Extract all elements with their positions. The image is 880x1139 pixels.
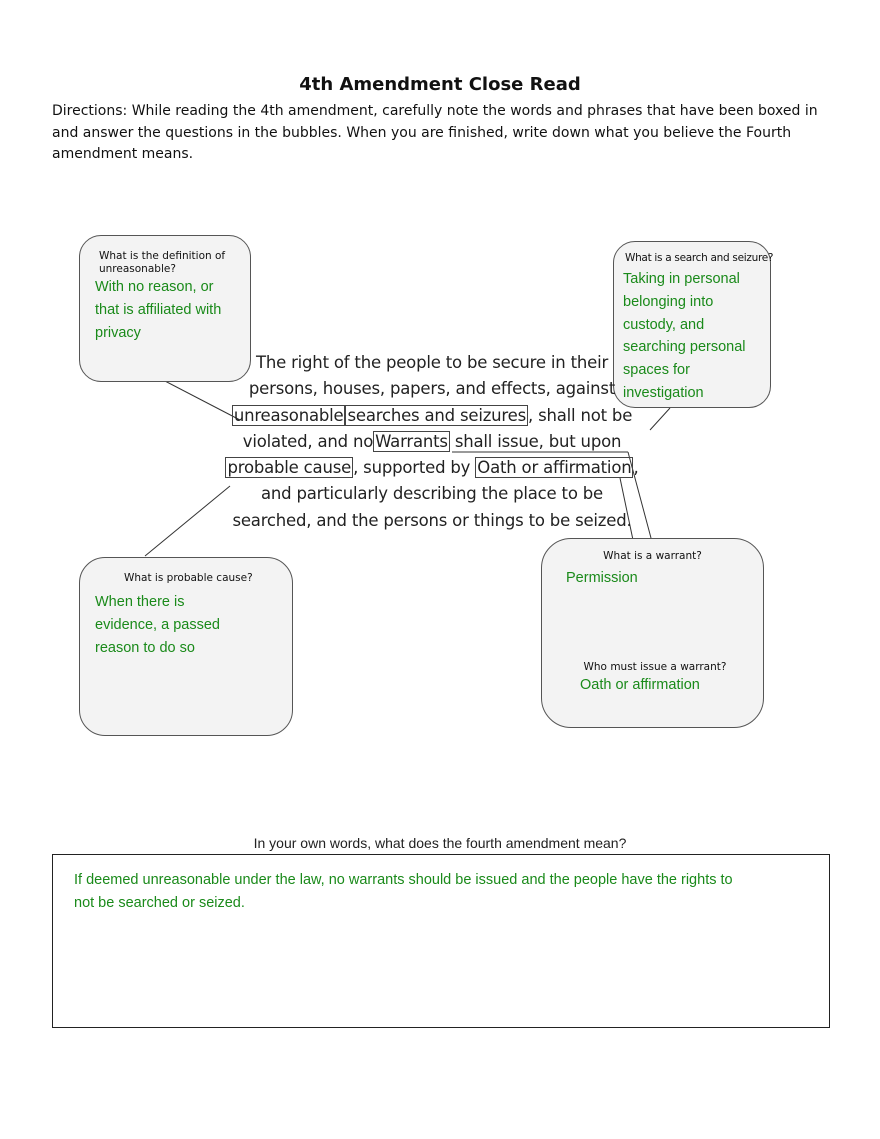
amendment-part-2: , shall not be violated, and no bbox=[242, 405, 633, 451]
amendment-part-5: , and particularly describing the place to be searched, and the persons or things to be seized. bbox=[232, 458, 639, 530]
question-probable-cause: What is probable cause? bbox=[124, 572, 253, 584]
directions-text: Directions: While reading the 4th amendment, carefully note the words and phrases that have been boxed in and answer the questions in the bubbles. When you are finished, write down what you believe the Fourth amendment means. bbox=[52, 103, 818, 162]
response-prompt: In your own words, what does the fourth amendment mean? bbox=[253, 835, 627, 851]
question-who-issues-warrant: Who must issue a warrant? bbox=[583, 661, 727, 673]
answer-unreasonable: With no reason, or that is affiliated with privacy bbox=[95, 279, 222, 341]
answer-search-seizure: Taking in personal belonging into custody, and searching personal spaces for investigation bbox=[623, 271, 746, 401]
answer-warrant: Permission bbox=[566, 570, 638, 586]
amendment-part-4: , supported by bbox=[353, 458, 471, 478]
amendment-part-3: shall issue, but upon bbox=[454, 431, 622, 451]
boxed-oath-or-affirmation: Oath or affirmation bbox=[477, 458, 632, 478]
answer-who-issues-warrant: Oath or affirmation bbox=[580, 677, 700, 693]
connector-probable-cause bbox=[145, 486, 230, 556]
question-unreasonable: What is the definition of unreasonable? bbox=[99, 250, 226, 275]
question-warrant: What is a warrant? bbox=[603, 550, 702, 562]
boxed-warrants: Warrants bbox=[375, 431, 448, 451]
question-search-seizure: What is a search and seizure? bbox=[625, 252, 774, 264]
amendment-text bbox=[222, 350, 642, 534]
boxed-searches-and-seizures: searches and seizures bbox=[347, 405, 526, 425]
response-text: If deemed unreasonable under the law, no warrants should be issued and the people have the rights to not be searched or seized. bbox=[74, 872, 733, 911]
boxed-unreasonable: unreasonable bbox=[233, 405, 344, 425]
connector-search-seizure bbox=[650, 408, 670, 430]
amendment-part-1: The right of the people to be secure in their persons, houses, papers, and effects, against bbox=[248, 353, 616, 399]
answer-probable-cause: When there is evidence, a passed reason to do so bbox=[95, 594, 220, 656]
boxed-probable-cause: probable cause bbox=[227, 458, 352, 478]
page-title: 4th Amendment Close Read bbox=[299, 74, 581, 95]
